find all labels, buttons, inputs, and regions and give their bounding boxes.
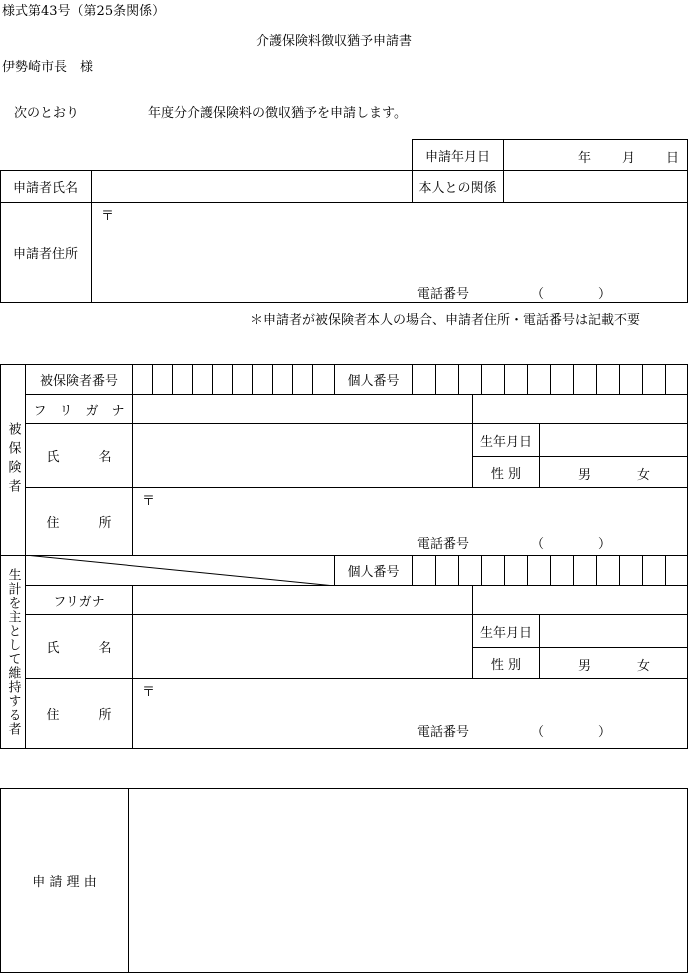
- supporter-postal-mark: 〒: [142, 685, 156, 700]
- reason-label: 申 請 理 由: [32, 875, 97, 890]
- insured-phone-label: 電話番号: [417, 537, 470, 552]
- insured-name-label: 氏 名: [46, 450, 112, 465]
- applicant-address-label: 申請者住所: [12, 247, 78, 262]
- insured-postal-mark: 〒: [142, 494, 156, 509]
- supporter-sex-male[interactable]: 男: [578, 659, 592, 674]
- insured-sex-label: 性 別: [490, 466, 522, 482]
- supporter-birthdate-field[interactable]: [540, 615, 687, 647]
- insured-sex-female[interactable]: 女: [637, 468, 651, 483]
- addressee: 伊勢崎市長 様: [2, 60, 94, 75]
- insured-furigana-field[interactable]: [133, 395, 472, 423]
- supporter-name-field[interactable]: [133, 615, 472, 678]
- insured-number-label: 被保険者番号: [39, 374, 118, 389]
- insured-personal-number-field[interactable]: [413, 365, 687, 394]
- supporter-phone-open: （: [531, 725, 545, 740]
- application-date-label: 申請年月日: [424, 149, 490, 165]
- supporter-birthdate-label: 生年月日: [479, 625, 532, 641]
- insured-address-label: 住 所: [46, 516, 112, 531]
- date-month-unit: 月: [622, 151, 636, 166]
- applicant-note: ＊申請者が被保険者本人の場合、申請者住所・電話番号は記載不要: [250, 313, 641, 328]
- supporter-sex-label: 性 別: [490, 657, 522, 673]
- relation-field[interactable]: [504, 171, 687, 202]
- statement-body: 年度分介護保険料の徴収猶予を申請します。: [148, 106, 407, 121]
- supporter-name-label: 氏 名: [46, 641, 112, 656]
- relation-label: 本人との関係: [418, 181, 497, 196]
- supporter-phone-label: 電話番号: [417, 725, 470, 740]
- date-year-unit: 年: [578, 151, 592, 166]
- insured-birthdate-label: 生年月日: [479, 434, 532, 450]
- phone-label: 電話番号: [417, 287, 470, 302]
- insured-personal-number-label: 個人番号: [347, 374, 400, 389]
- insured-name-field[interactable]: [133, 424, 472, 487]
- insured-birthdate-field[interactable]: [540, 424, 687, 456]
- application-date-field[interactable]: [504, 140, 687, 170]
- insured-furigana-label: フ リ ガ ナ: [33, 403, 125, 419]
- supporter-furigana-field[interactable]: [133, 586, 472, 614]
- form-number: 様式第43号（第25条関係）: [2, 4, 166, 19]
- phone-open-paren: （: [531, 287, 545, 302]
- applicant-address-field[interactable]: [92, 203, 687, 302]
- applicant-name-label: 申請者氏名: [12, 181, 78, 196]
- applicant-name-field[interactable]: [92, 171, 412, 202]
- form-title: 介護保険料徴収猶予申請書: [256, 34, 413, 49]
- insured-number-field[interactable]: [133, 365, 334, 394]
- insured-address-field[interactable]: [133, 488, 687, 555]
- statement-prefix: 次のとおり: [14, 106, 80, 121]
- supporter-personal-number-label: 個人番号: [347, 565, 400, 580]
- insured-sex-male[interactable]: 男: [578, 468, 592, 483]
- supporter-furigana-label: フリガナ: [53, 594, 105, 610]
- insured-phone-close: ）: [598, 537, 612, 552]
- insured-section-label: 被保険者: [5, 422, 21, 498]
- postal-mark: 〒: [101, 209, 115, 224]
- diagonal-line: [25, 555, 335, 586]
- phone-close-paren: ）: [598, 287, 612, 302]
- reason-field[interactable]: [129, 789, 687, 972]
- supporter-section-label: 生計を主として維持する者: [5, 568, 21, 736]
- supporter-phone-close: ）: [598, 725, 612, 740]
- supporter-address-field[interactable]: [133, 679, 687, 748]
- supporter-sex-female[interactable]: 女: [637, 659, 651, 674]
- supporter-personal-number-field[interactable]: [413, 556, 687, 585]
- date-day-unit: 日: [666, 151, 680, 166]
- supporter-address-label: 住 所: [46, 708, 112, 723]
- insured-phone-open: （: [531, 537, 545, 552]
